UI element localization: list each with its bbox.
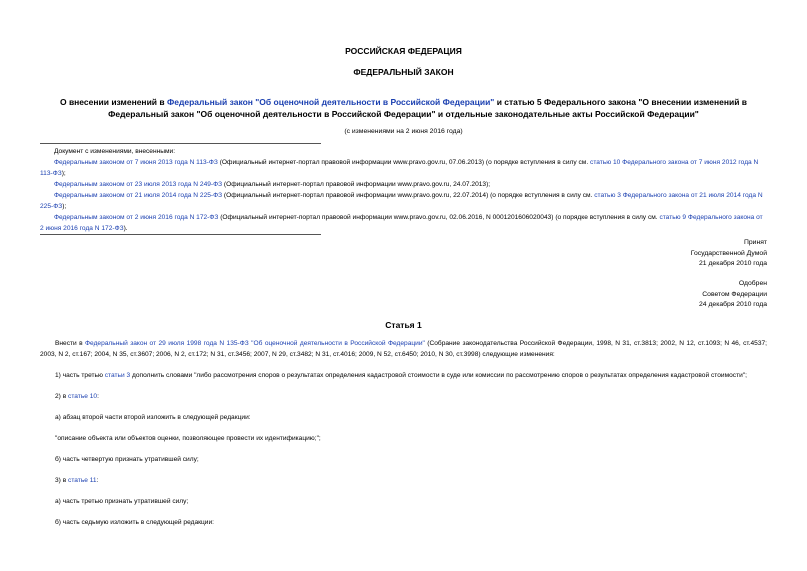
- article-paragraph: 2) в статье 10:: [55, 393, 99, 400]
- title-text-start: О внесении изменений в: [59, 97, 167, 107]
- document-title: [44, 96, 763, 120]
- article-paragraph: б) часть седьмую изложить в следующей редакции:: [55, 519, 214, 526]
- change-law-link[interactable]: Федеральным законом от 7 июня 2013 года N 113-ФЗ: [54, 159, 218, 166]
- change-article-link[interactable]: статью 9 Федерального закона от 2 июня 2016 года N 172-ФЗ: [40, 214, 763, 232]
- article-paragraph: "описание объекта или объектов оценки, позволяющее провести их идентификацию;";: [55, 435, 321, 442]
- law-link[interactable]: Федеральный закон от 29 июля 1998 года N 135-ФЗ "Об оценочной деятельности в Российской Федерации": [85, 340, 425, 347]
- doc-type-heading: ФЕДЕРАЛЬНЫЙ ЗАКОН: [353, 67, 454, 77]
- change-law-link[interactable]: Федеральным законом от 2 июня 2016 года N 172-ФЗ: [54, 214, 219, 221]
- title-text-end: и статью 5 Федерального закона "О внесении изменений в Федеральный закон "Об оценочной деятельности в Российской Федерации" и отдельные законодательные акты Российской Федерации": [108, 97, 748, 119]
- change-law-link[interactable]: Федеральным законом от 21 июля 2014 года N 225-ФЗ: [54, 192, 223, 199]
- article-paragraph: 3) в статье 11:: [55, 477, 99, 484]
- change-law-link[interactable]: Федеральным законом от 23 июля 2013 года N 249-ФЗ: [54, 181, 223, 188]
- article-paragraph: Внести в Федеральный закон от 29 июля 1998 года N 135-ФЗ "Об оценочной деятельности в Российской Федерации" (Собрание законодательства Российской Федерации, 1998, N 31, ст.3813; 2002, N 12, ст.1093; N 46, ст.4537; 2003, N 2, ст.167; 2004, N 35, ст.3607; 2006, N 2, ст.172; N 31, ст.3456; 2007, N 29, ст.3482; N 31, ст.4016; 2009, N 52, ст.6450; 2010, N 30, ст.3998) следующие изменения:: [40, 340, 767, 358]
- adopted-block: Принят Государственной Думой 21 декабря 2010 года: [690, 239, 767, 267]
- approved-block: Одобрен Советом Федерации 24 декабря 2010 года: [699, 280, 767, 308]
- change-article-link[interactable]: статью 10 Федерального закона от 7 июня 2012 года N 113-ФЗ: [40, 159, 759, 177]
- divider-top: [40, 143, 321, 144]
- change-item: Федеральным законом от 21 июля 2014 года N 225-ФЗ (Официальный интернет-портал правовой информации www.pravo.gov.ru, 22.07.2014) (о порядке вступления в силу см. статью 3 Федерального закона от 21 июля 2014 года N 225-ФЗ);: [40, 192, 763, 210]
- article-link[interactable]: статье 11: [68, 477, 97, 484]
- changes-intro: Документ с изменениями, внесенными:: [54, 148, 176, 155]
- article-link[interactable]: статьи 3: [104, 372, 131, 379]
- article-paragraph: 1) часть третью статьи 3 дополнить словами "либо рассмотрения споров о результатах определения кадастровой стоимости в суде или комиссии по рассмотрению споров о результатах определения кадастровой стоимости";: [55, 372, 747, 379]
- changes-block: [40, 146, 767, 234]
- revision-note: (с изменениями на 2 июня 2016 года): [344, 128, 463, 135]
- article-heading: Статья 1: [385, 320, 422, 330]
- article-paragraph: б) часть четвертую признать утратившей силу;: [55, 456, 199, 463]
- article-paragraph: а) абзац второй части второй изложить в следующей редакции:: [55, 414, 251, 421]
- article-link[interactable]: статье 10: [68, 393, 98, 400]
- article-body: [40, 338, 767, 528]
- title-law-link[interactable]: Федеральный закон "Об оценочной деятельности в Российской Федерации": [166, 97, 495, 107]
- divider-bottom: [40, 234, 321, 235]
- change-article-link[interactable]: статью 3 Федерального закона от 21 июля 2014 года N 225-ФЗ: [40, 192, 763, 210]
- change-item: Федеральным законом от 2 июня 2016 года N 172-ФЗ (Официальный интернет-портал правовой информации www.pravo.gov.ru, 02.06.2016, N 0001201606020043) (о порядке вступления в силу см. статью 9 Федерального закона от 2 июня 2016 года N 172-ФЗ).: [40, 214, 763, 232]
- change-item: Федеральным законом от 23 июля 2013 года N 249-ФЗ (Официальный интернет-портал правовой информации www.pravo.gov.ru, 24.07.2013);: [54, 181, 491, 188]
- country-heading: РОССИЙСКАЯ ФЕДЕРАЦИЯ: [345, 46, 462, 56]
- article-paragraph: а) часть третью признать утратившей силу;: [55, 498, 189, 505]
- change-item: Федеральным законом от 7 июня 2013 года N 113-ФЗ (Официальный интернет-портал правовой информации www.pravo.gov.ru, 07.06.2013) (о порядке вступления в силу см. статью 10 Федерального закона от 7 июня 2012 года N 113-ФЗ);: [40, 159, 759, 177]
